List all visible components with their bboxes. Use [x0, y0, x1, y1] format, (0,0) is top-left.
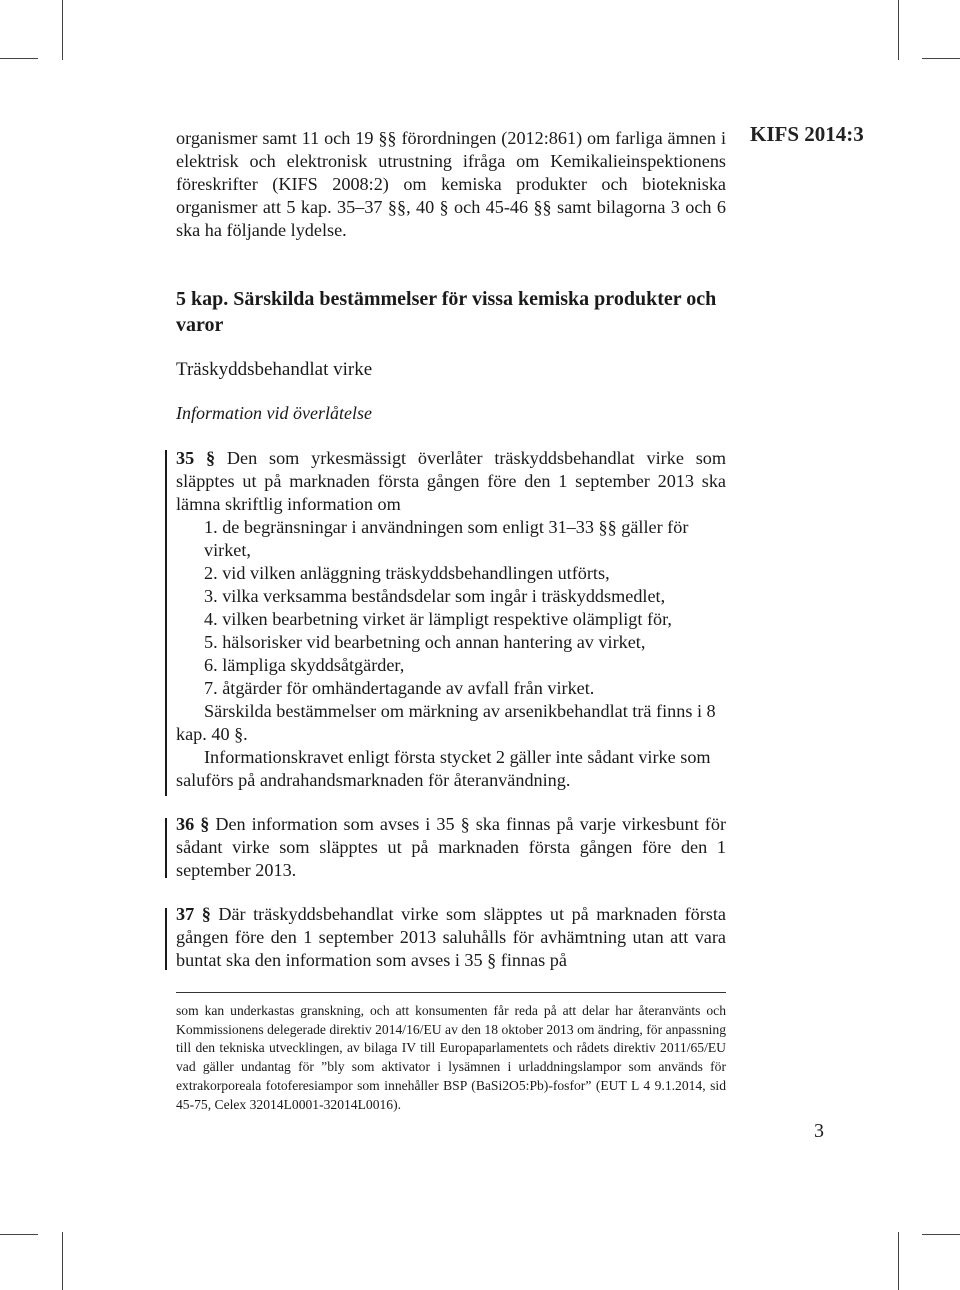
chapter-title: 5 kap. Särskilda bestämmelser för vissa kemiska produkter och varor: [176, 288, 717, 336]
subsection-heading: Information vid överlåtelse: [176, 403, 372, 423]
change-bar: [165, 908, 167, 970]
paragraph-number: 36 §: [176, 814, 210, 834]
crop-mark: [62, 1232, 63, 1290]
paragraph-text: Den som yrkesmässigt överlåter träskyddsbehandlat virke som släpptes ut på marknaden första gången före den 1 september 2013 ska lämna skriftlig information om: [176, 448, 727, 514]
section-heading: Träskyddsbehandlat virke: [176, 359, 373, 380]
paragraph-note: Särskilda bestämmelser om märkning av arsenikbehandlat trä finns i 8 kap. 40 §.: [176, 701, 716, 744]
footnote-divider: [176, 992, 726, 993]
intro-paragraph: organismer samt 11 och 19 §§ förordningen (2012:861) om farliga ämnen i elektrisk och elektronisk utrustning ifråga om Kemikalieinspektionens föreskrifter (KIFS 2008:2) om kemiska produkter och biotekniska organismer att 5 kap. 35–37 §§, 40 § och 45-46 §§ samt bilagorna 3 och 6 ska ha följande lydelse.: [176, 128, 726, 240]
paragraph-35: [176, 447, 726, 516]
paragraph-number: 35 §: [176, 448, 216, 468]
main-text: [176, 127, 726, 972]
document-reference: KIFS 2014:3: [750, 122, 864, 146]
list-item: 1. de begränsningar i användningen som enligt 31–33 §§ gäller för virket,: [204, 517, 689, 560]
crop-mark: [62, 0, 63, 60]
crop-mark: [898, 0, 899, 60]
crop-mark: [898, 1232, 899, 1290]
paragraph-36: [176, 813, 726, 882]
paragraph-number: 37 §: [176, 904, 211, 924]
crop-mark: [922, 58, 960, 59]
list-item: 6. lämpliga skyddsåtgärder,: [204, 655, 405, 675]
paragraph-text: Där träskyddsbehandlat virke som släpptes ut på marknaden första gången före den 1 september 2013 saluhålls för avhämtning utan att vara buntat ska den information som avses i 35 § finnas på: [176, 904, 727, 970]
list-item: 5. hälsorisker vid bearbetning och annan hantering av virket,: [204, 632, 646, 652]
footnote: som kan underkastas granskning, och att konsumenten får reda på att delar har återanvänts och Kommissionens delegerade direktiv 2014/16/EU av den 18 oktober 2013 om ändring, för anpassning till den tekniska utvecklingen, av bilaga IV till Europaparlamentets och rådets direktiv 2011/65/EU vad gäller undantag för ”bly som aktivator i lysämnen i urladdningslampor som används för extrakorporeala fotoferesiampor som innehåller BSP (BaSi2O5:Pb)-fosfor” (EUT L 4 9.1.2014, sid 45-75, Celex 32014L0001-32014L0016).: [176, 1003, 726, 1112]
change-bar: [165, 818, 167, 878]
page-number: 3: [814, 1120, 824, 1142]
paragraph-37: [176, 903, 726, 972]
list-item: 3. vilka verksamma beståndsdelar som ingår i träskyddsmedlet,: [204, 586, 666, 606]
crop-mark: [922, 1234, 960, 1235]
list-item: 2. vid vilken anläggning träskyddsbehandlingen utförts,: [204, 563, 610, 583]
list-item: 7. åtgärder för omhändertagande av avfall från virket.: [204, 678, 595, 698]
paragraph-text: Den information som avses i 35 § ska finnas på varje virkesbunt för sådant virke som släpptes ut på marknaden första gången före den 1 september 2013.: [176, 814, 727, 880]
list-item: 4. vilken bearbetning virket är lämpligt respektive olämpligt för,: [204, 609, 672, 629]
paragraph-note: Informationskravet enligt första stycket 2 gäller inte sådant virke som saluförs på andrahandsmarknaden för återanvändning.: [176, 747, 711, 790]
crop-mark: [0, 1234, 38, 1235]
change-bar: [165, 450, 167, 796]
crop-mark: [0, 58, 38, 59]
